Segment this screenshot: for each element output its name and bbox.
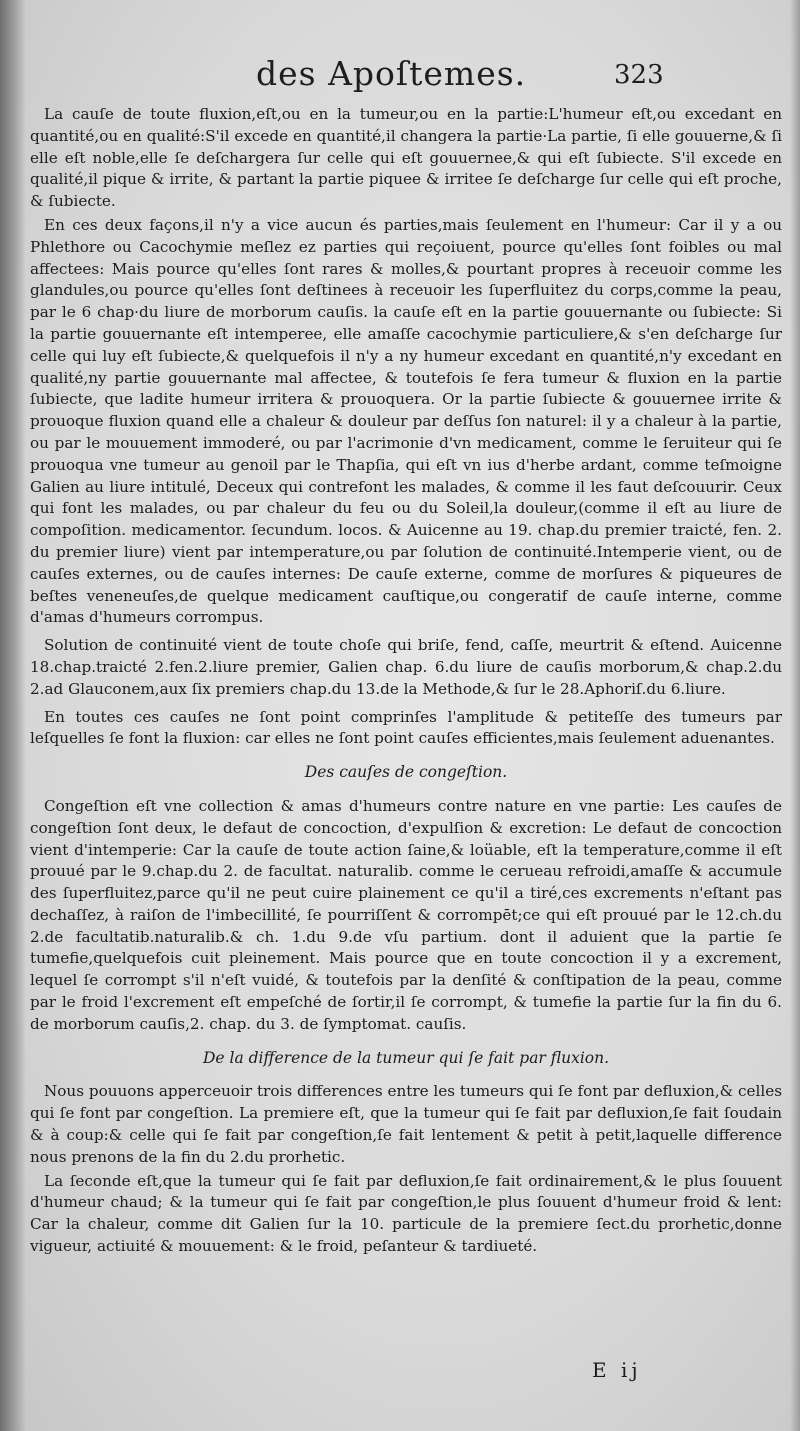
paragraph-amplitude: En toutes ces cauſes ne ſont point comprinſes l'amplitude & petiteſſe des tumeurs par leſquelles ſe font la fluxion: car elles ne ſont point cauſes efficientes,mais ſeulement aduenantes. — [30, 707, 782, 748]
paragraph-congestion: Congeſtion eſt vne collection & amas d'humeurs contre nature en vne partie: Les cauſes de congeſtion ſont deux, le defaut de concoction, d'expulſion & excretion: Le defaut de concoction vient d'intemperie: Car la cauſe de toute action ſaine,& loüable, eſt la temperature,comme il eſt prouué par le 9.chap.du 2. de facultat. naturalib. comme le cerueau refroidi,amaſſe & accumule des ſuperfluitez,parce qu'il ne peut cuire plainement ce qu'il a tiré,ces excrements n'eſtant pas dechaſſez, à raiſon de l'imbecillité, ſe pourriſſent & corrompēt;ce qui eſt prouué par le 12.ch.du 2.de facultatib.naturalib.& ch. 1.du 9.de vſu partium. dont il aduient que la partie ſe tumefie,quelquefois cuit pleinement. Mais pource que en toute concoction il y a excrement, lequel ſe corrompt s'il n'eſt vuidé, & toutefois par la denſité & conſtipation de la peau, comme par le froid l'excrement eſt empeſché de ſortir,il ſe corrompt, & tumefie la partie ſur la fin du 6. de morborum cauſis,2. chap. du 3. de ſymptomat. cauſis. — [30, 796, 782, 1033]
paragraph-solution-continuity: Solution de continuité vient de toute choſe qui briſe, fend, caſſe, meurtrit & eſtend. Auicenne 18.chap.traicté 2.fen.2.liure premier, Galien chap. 6.du liure de cauſis morborum,& chap.2.du 2.ad Glauconem,aux ſix premiers chap.du 13.de la Methode,& ſur le 28.Aphoriſ.du 6.liure. — [30, 636, 782, 698]
paragraph-first-difference: Nous pouuons apperceuoir trois differences entre les tumeurs qui ſe font par defluxion,& celles qui ſe font par congeſtion. La premiere eſt, que la tumeur qui ſe fait par defluxion,ſe fait ſoudain & à coup:& celle qui ſe fait par congeſtion,ſe fait lentement & petit à petit,laquelle difference nous prenons de la fin du 2.du prorhetic. — [30, 1082, 782, 1166]
page-edge-shadow — [790, 0, 800, 1431]
signature-mark: E ij — [592, 1358, 642, 1382]
body-text — [30, 104, 782, 1258]
paragraph-second-difference: La ſeconde eſt,que la tumeur qui ſe fait par defluxion,ſe fait ordinairement,& le plus ſouuent d'humeur chaud; & la tumeur qui ſe fait par congeſtion,le plus ſouuent d'humeur froid & lent: Car la chaleur, comme dit Galien ſur la 10. particule de la premiere ſect.du prorhetic,donne vigueur, actiuité & mouuement: & le froid, peſanteur & tardiueté. — [30, 1171, 782, 1256]
page-number: 323 — [614, 60, 664, 90]
running-title: des Apoſtemes. — [256, 54, 527, 93]
binding-gutter — [0, 0, 26, 1431]
paragraph-two-ways: En ces deux façons,il n'y a vice aucun és parties,mais ſeulement en l'humeur: Car il y a ou Phlethore ou Cacochymie meſlez ez parties qui reçoiuent, pource qu'elles ſont foibles ou mal affectees: Mais pource qu'elles ſont rares & molles,& pourtant propres à receuoir comme les glandules,ou pource qu'elles ſont deſtinees à receuoir les ſuperfluitez du corps,comme la peau, par le 6 chap·du liure de morborum cauſis. la cauſe eſt en la partie gouuernante ou ſubiecte: Si la partie gouuernante eſt intemperee, elle amaſſe cacochymie particuliere,& s'en deſcharge ſur celle qui luy eſt ſubiecte,& quelquefois il n'y a ny humeur excedant en quantité,n'y excedant en qualité,ny partie gouuernante mal affectee, & toutefois ſe fera tumeur & fluxion en la partie ſubiecte, que ladite humeur irritera & prouoquera. Or la partie ſubiecte & gouuernee irrite & prouoque fluxion quand elle a chaleur & douleur par deſſus ſon naturel: il y a chaleur à la partie, ou par le mouuement immoderé, ou par l'acrimonie d'vn medicament, comme le ſeruiteur qui ſe prouoqua vne tumeur au genoil par le Thapſia, qui eſt vn ius d'herbe ardant, comme teſmoigne Galien au liure intitulé, Deceux qui contrefont les malades, & comme il les faut deſcouurir. Ceux qui font les malades, ou par chaleur du feu ou du Soleil,la douleur,(comme il eſt au liure de compoſition. medicamentor. ſecundum. locos. & Auicenne au 19. chap.du premier traicté, fen. 2. du premier liure) vient par intemperature,ou par ſolution de continuité.Intemperie vient, ou de cauſes externes, ou de cauſes internes: De cauſe externe, comme de morſures & piqueures de beſtes veneneuſes,de quelque medicament cauſtique,ou congeratif de cauſe interne, comme d'amas d'humeurs corrompus. — [30, 215, 782, 627]
heading-difference-tumeur: De la difference de la tumeur qui ſe fait par fluxion. — [202, 1048, 610, 1067]
running-head — [0, 54, 800, 102]
paragraph-fluxion-cause: La cauſe de toute fluxion,eſt,ou en la tumeur,ou en la partie:L'humeur eſt,ou excedant en quantité,ou en qualité:S'il excede en quantité,il changera la partie·La partie, ſi elle gouuerne,& ſi elle eſt noble,elle ſe deſchargera ſur celle qui eſt gouuernee,& qui eſt ſubiecte. S'il excede en qualité,il pique & irrite, & partant la partie piquee & irritee ſe deſcharge ſur celle qui eſt proche, & ſubiecte. — [30, 105, 782, 211]
heading-causes-congestion: Des cauſes de congeſtion. — [304, 763, 508, 782]
